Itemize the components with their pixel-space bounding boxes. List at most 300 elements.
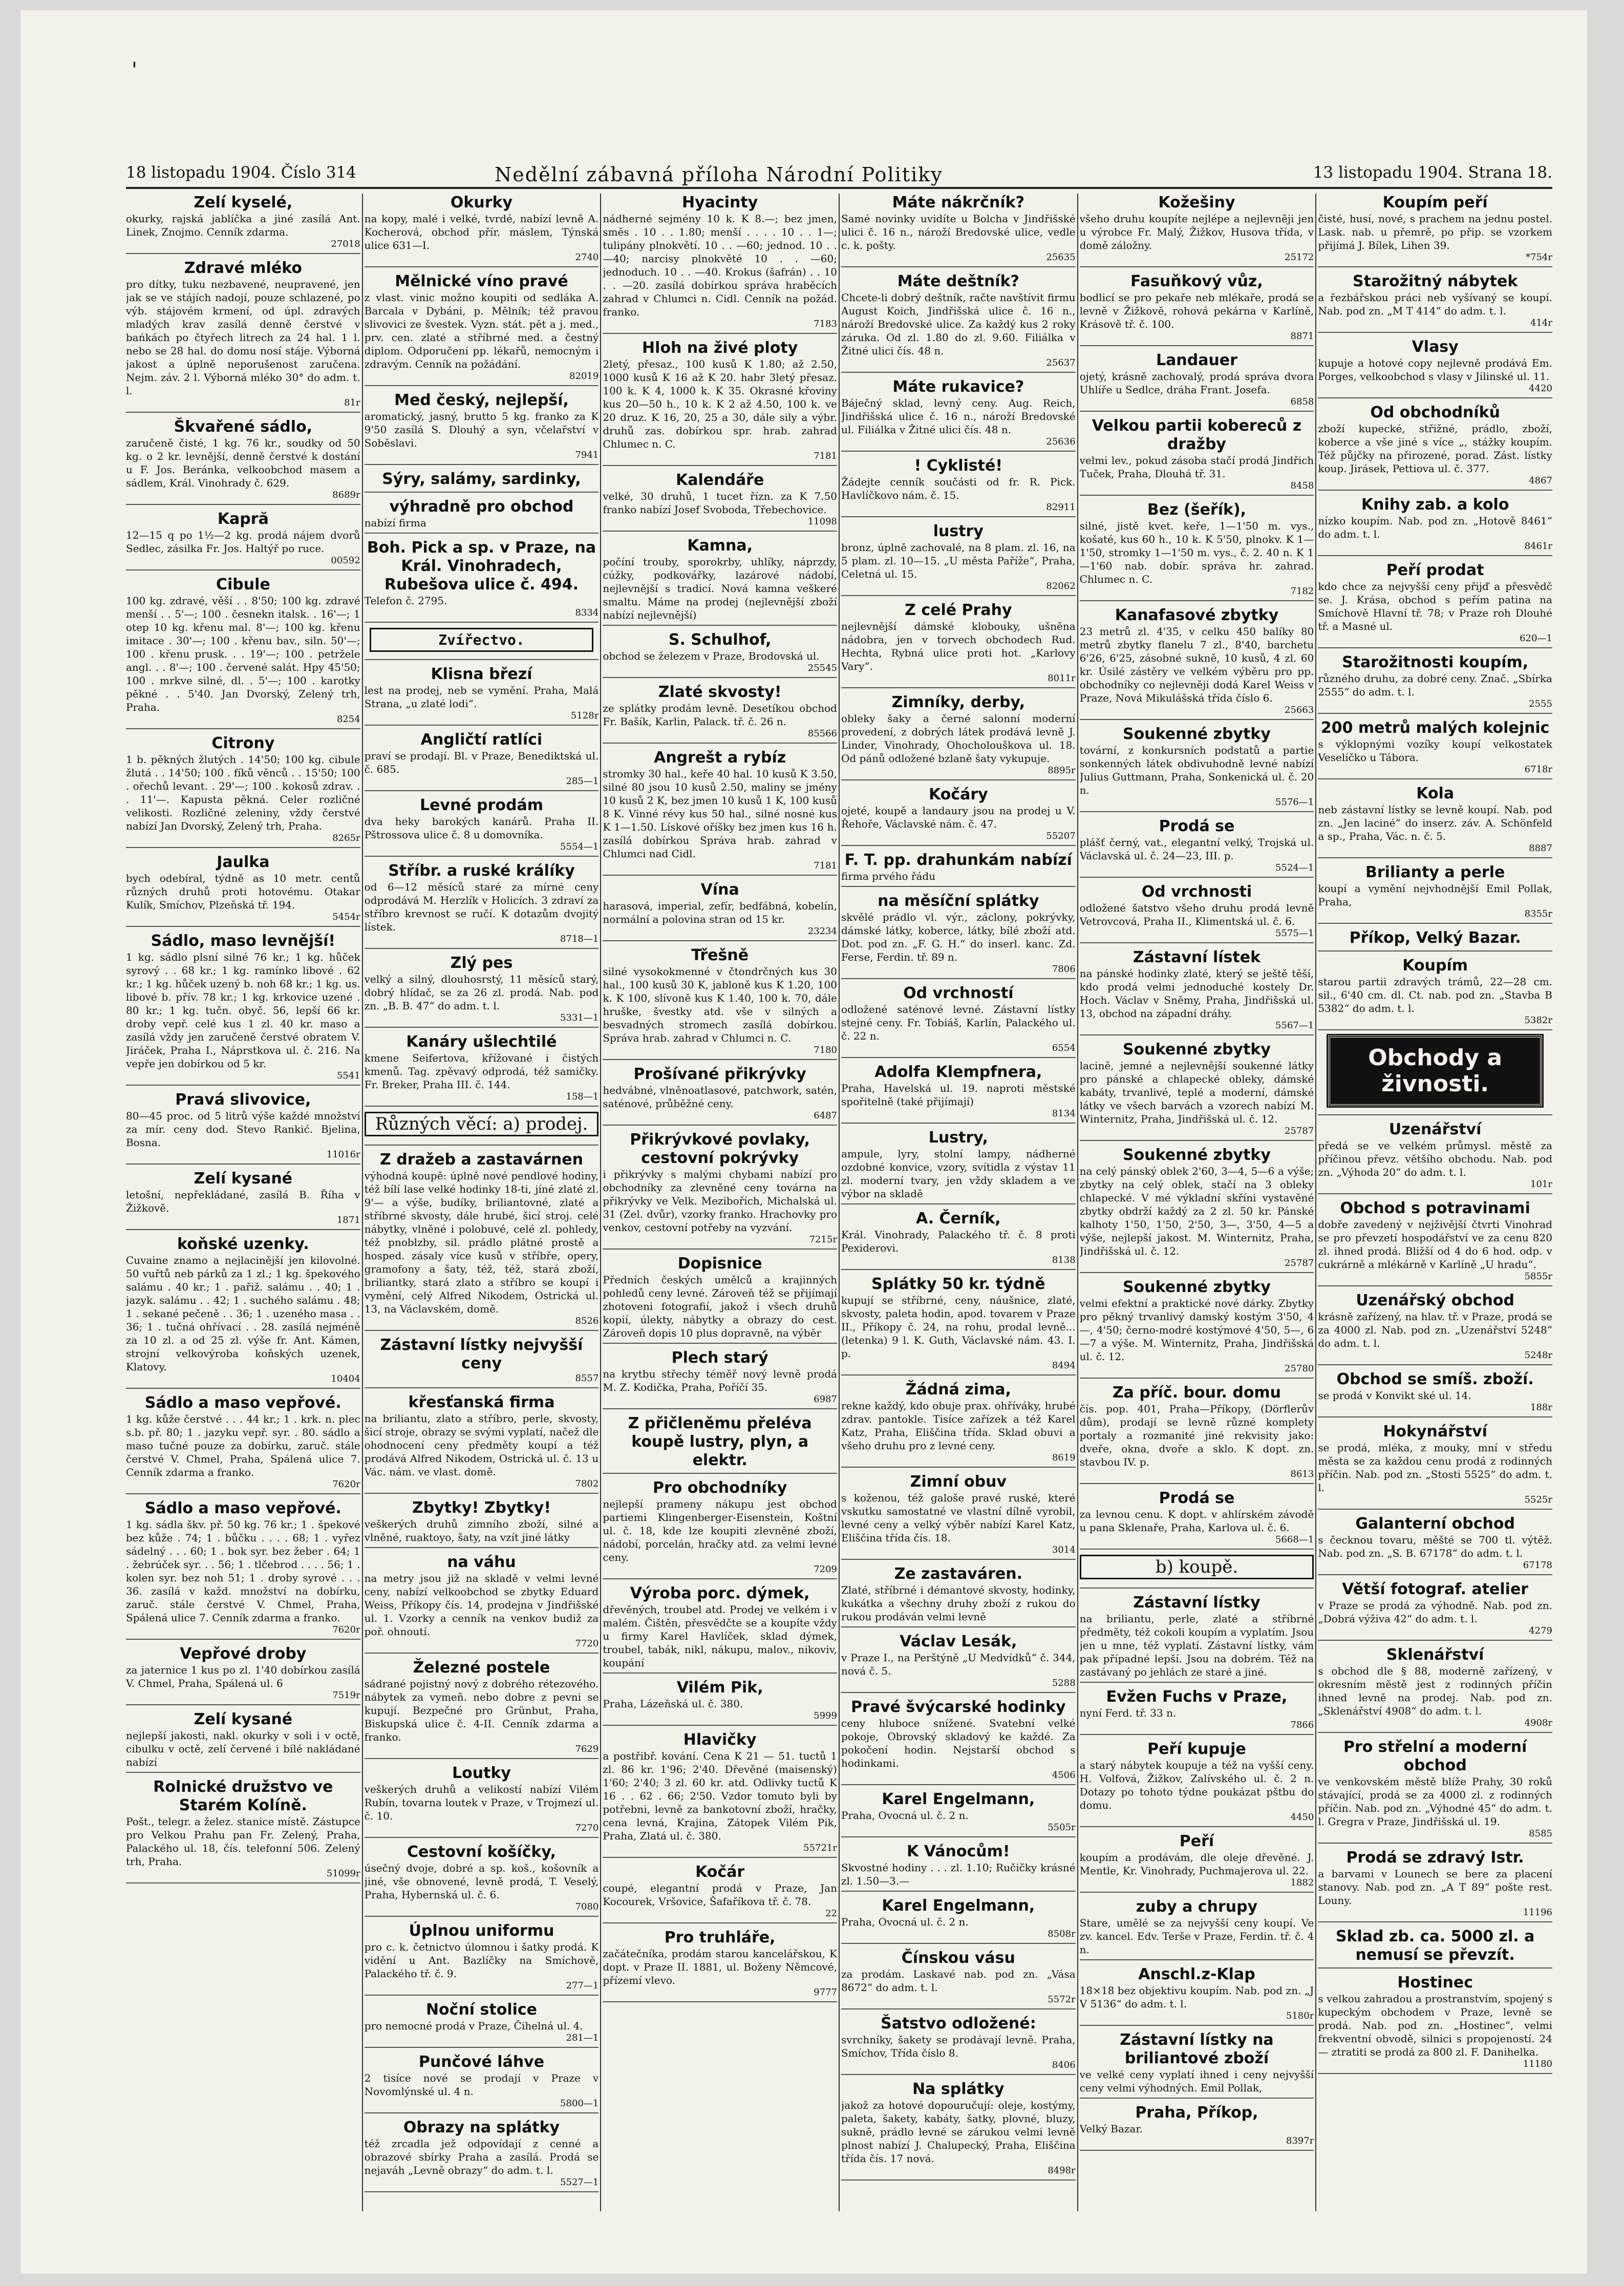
ad-title: Obrazy na splátky [403, 2119, 560, 2136]
classified-ad [603, 537, 837, 626]
column-1 [126, 194, 360, 2211]
classified-ad [365, 731, 599, 791]
ad-code: 7519r [332, 1690, 360, 1701]
ad-body: veškerých druhů zimního zboží, silné a vlněné, ruaktoyo, šaty, na vzít jiné látky [364, 1518, 599, 1543]
ad-code: 8557 [575, 1373, 599, 1384]
ad-body: nejlepší jakosti, nakl. okurky v soli i v octě, cibulku v octě, zelí červené i bílé nakládané nabízí [126, 1729, 360, 1768]
classified-ad [126, 1499, 360, 1640]
ad-code: 8871 [1290, 331, 1314, 342]
ad-body: různého druhu, za dobré ceny. Znač. „Sbírka 2555“ do adm. t. l. [1318, 672, 1552, 698]
classified-ad [1080, 1146, 1314, 1273]
ad-body: předá se ve velkém průmysl. městě za příčinou převz. většího obchodu. Nab. pod zn. „Výhoda 20“ do adm. t. l. [1318, 1139, 1552, 1178]
ad-title: Dopisnice [677, 1255, 762, 1273]
ad-title: Obchod s potravinami [1340, 1199, 1530, 1217]
classified-ad [841, 1897, 1076, 1944]
classified-ad [841, 984, 1076, 1058]
ad-body: Praha, Lázeňská ul. č. 380. [603, 1698, 743, 1710]
ad-title: ! Cyklisté! [914, 457, 1003, 475]
column-3 [603, 194, 837, 2211]
ad-code: 5454r [332, 912, 360, 922]
ad-title: Na splátky [912, 2080, 1005, 2098]
ad-code: 7802 [575, 1478, 599, 1489]
classified-ad [1080, 1965, 1314, 2026]
ad-title: Citrony [211, 734, 275, 752]
ad-title: Hloh na živé ploty [642, 339, 798, 357]
ad-body: 80—45 proc. od 5 litrů výše každé množství za mír. ceny dod. Stevo Rankić. Bjelina, Bosna. [126, 1110, 360, 1149]
classified-ad [1080, 1384, 1314, 1484]
ad-code: 9777 [814, 1987, 837, 1998]
ad-body: nabízí firma [364, 517, 426, 529]
ad-code: 7720 [575, 1638, 599, 1649]
ad-body: hedvábné, vlněnoatlasové, patchwork, satén, saténové, průběžné ceny. [603, 1084, 837, 1110]
ad-body: Stare, umělé se za nejvyšší ceny koupí. Ve zv. kancel. Edv. Terše v Praze, Ferdin. tř. č. 4 n. [1079, 1917, 1314, 1956]
ad-body: Chcete-li dobrý deštník, račte navštívit firmu August Koich, Jindřišská ulice č. 16 n., nároží Bredovské ulice. Za každý kus 2 roky záruka. Od zl. 1.80 do zl. 9.60. Filiálka v Žitné ulici čís. 48 n. [841, 291, 1076, 357]
ad-title: Zástavní lístky [1133, 1594, 1260, 1612]
classified-ad [126, 194, 360, 254]
ad-title: Škvařené sádlo, [174, 418, 313, 436]
classified-ad [841, 1210, 1076, 1270]
ad-code: 5541 [336, 1070, 360, 1081]
ad-title: Šatstvo odložené: [881, 2015, 1036, 2033]
ad-title: Sádlo a maso vepřové. [144, 1499, 341, 1517]
ad-title: Lustry, [928, 1129, 988, 1147]
classified-ad [1318, 1974, 1552, 2074]
ad-body: okurky, rajská jablíčka a jiné zasílá Ant. Linek, Znojmo. Cenník zdarma. [126, 213, 360, 238]
ad-body: na kopy, malé i velké, tvrdé, nabízí levně A. Kocherová, obchod přír. máslem, Týnská ulice 631—I. [364, 213, 599, 251]
ad-code: 8458 [1290, 480, 1314, 491]
ad-body: na celý pánský oblek 2'60, 3—4, 5—6 a výše; zbytky na celý oblek, stačí na 3 obleky chlapecké. V mé výkladní skříni vystavěné zbytky obdrží každý za 2 zl. 50 kr. Pánské kalhoty 1'50, 1'50, 2'50, 3—, 3'50, 4—5 a výše, nejlepší jakost. M. Winternitz, Praha, Jindřišská ul. č. 12. [1079, 1165, 1314, 1257]
classified-ad [1318, 1849, 1552, 1922]
classified-ad [126, 1394, 360, 1494]
classified-ad [1318, 929, 1552, 951]
ad-body: kupují se stříbrné, ceny, náušnice, zlaté, skvosty, paleta hodin, apod. tovarem v Praze II., Příkopy č. 24, na rohu, prodal levně... (letenka) 9 l. K. Guth, Václavské nám. 43. I. p. [841, 1294, 1076, 1360]
classified-ad [1318, 272, 1552, 333]
ad-code: 8508r [1048, 1929, 1076, 1939]
ad-title: Peří prodat [1386, 561, 1484, 579]
classified-ad [603, 1731, 837, 1858]
classified-ad [1318, 1928, 1552, 1968]
classified-ad [841, 194, 1076, 267]
ad-body: za jaternice 1 kus po zl. 1'40 dobírkou zasílá V. Chmel, Praha, Spálená ul. 6 [126, 1664, 360, 1689]
ad-body: a řezbářskou práci neb vyšívaný se koupí. Nab. pod zn. „M T 414“ do adm. t. l. [1318, 291, 1552, 317]
ad-title: Máte nákrčník? [892, 194, 1024, 211]
classified-ad [365, 272, 599, 386]
ad-body: Předních českých umělců a krajinných pohledů ceny levné. Zároveň též se přijímají zhotoveni fotografií, jakož i všech druhů kopií, úlekty, nábytky a obrazy do cest. Zároveň dopis 10 plus dopravně, na výběr [603, 1274, 837, 1339]
ad-title: Rolnické družstvo ve Starém Kolíně. [153, 1778, 333, 1814]
ad-title: Stříbr. a ruské králíky [388, 862, 575, 880]
ad-code: 22 [825, 1908, 837, 1919]
classified-ad [1080, 606, 1314, 720]
classified-ad [603, 1065, 837, 1126]
ad-title: Za příč. bour. domu [1112, 1384, 1281, 1402]
classified-ad [126, 418, 360, 505]
ad-body: s koženou, též galoše pravé ruské, které vskutku samostatné ve vlastní dílně vyrobil, levné ceny a velký výběr nabízí Karel Katz, Eliščina třída čís. 18. [841, 1492, 1076, 1544]
ad-body: kupuje a hotové copy nejlevně prodává Em. Porges, velkoobchod s vlasy v Jilinské ul. 11. [1318, 357, 1552, 383]
ad-body: Cuvaine znamo a nejlacinější jen kilovolné. 50 vuřtů neb párků za 1 zl.; 1 kg. špekového salámu . 40 kr.; 1 . pařiž. salámu . . 40; 1 . jazyk. salámu . . 42; 1 . suchého salámu . 48; 1 . sekané pečeně . . 36; 1 . uzeného masa . . 36; 1 . tučná ohřívací . . 28. zasílá nejméně za 10 zl. a od 25 zl. výše fr. Ant. Kámen, strojní velkovýroba koňských uzenek, Klatovy. [126, 1254, 360, 1373]
classified-ad [841, 1381, 1076, 1468]
ad-code: 25545 [807, 663, 837, 673]
ad-code: 285—1 [566, 776, 599, 787]
ad-code: 82911 [1046, 502, 1076, 513]
classified-ad [1318, 194, 1552, 267]
ad-body: Praha, Havelská ul. 19. naproti městské spořitelně (také přijímají) [841, 1082, 1076, 1108]
ad-title: b) koupě. [1080, 1555, 1314, 1579]
ad-title: Zelí kyselé, [194, 194, 293, 211]
ad-body: dřevěných, troubel atd. Prodej ve velkém i v malém. Čištěn, přesvědčte se a koupíte vždy u firmy Karel Havlíček, sklad dýmek, troubel, tabák, nikl, nákupu, malov., nikoviv, koupání [603, 1603, 837, 1669]
ad-code: 101r [1530, 1179, 1552, 1190]
column-4 [841, 194, 1076, 2211]
ad-title: Hyacinty [682, 194, 758, 211]
ad-body: 1 kg. sádlo plsní silné 76 kr.; 1 kg. hůček syrový . . 68 kr.; 1 kg. ramínko libové . 62 kr.; 1 kg. hůček uzený b. noh 68 kr.; 1 kg. us. libové b. přív. 78 kr.; 1 kg. krkovice uzené . 80 kr.; 1 kg. tučn. obyč. 56, lepší 66 kr. droby vepř. celé kus 1 zl. 40 kr. maso a zasílá vždy jen zaručeně čerstvé obratem V. Jiráček, Praha I., Náprstkova ul. č. 216. Na vepře jen dobírkou od 5 kr. [126, 951, 360, 1070]
classified-ad [126, 576, 360, 729]
classified-ad [603, 1929, 837, 2002]
ad-body: ampule, lyry, stolní lampy, nádherné ozdobné konvice, vzory, svítidla z výstav 11 zl. moderní tvary, jen vždy skladem a ve výbor na skladě [841, 1148, 1076, 1200]
column-rule [839, 194, 840, 2211]
ad-code: 5248r [1524, 1350, 1552, 1361]
ad-code: 7629 [575, 1744, 599, 1754]
ad-code: 8689r [332, 490, 360, 500]
classified-ad [841, 378, 1076, 452]
classified-ad [841, 272, 1076, 373]
ad-title: Zástavní lístky na briliantové zboží [1120, 2031, 1274, 2067]
classified-ad [1080, 1832, 1314, 1893]
classified-ad [365, 954, 599, 1028]
ad-code: 25780 [1285, 1363, 1314, 1374]
ad-body: ceny hluboce snížené. Svatební velké pokoje, Obrovský skladový ke každé. Za pokočení hodin. Nejstarší obchod s hodinkami. [841, 1717, 1076, 1769]
classified-ad [1318, 561, 1552, 648]
ad-title: Angrešt a rybíz [654, 749, 786, 767]
classified-ad [1080, 948, 1314, 1035]
ad-title: Kočáry [928, 786, 988, 803]
ad-title: Třešně [691, 946, 749, 964]
ad-code: 25636 [1046, 436, 1076, 447]
classified-ad [603, 946, 837, 1060]
ad-code: 5800—1 [560, 2098, 599, 2109]
page-header [126, 161, 1552, 189]
classified-ad [1080, 725, 1314, 812]
ad-title: Zelí kysané [194, 1710, 293, 1728]
classified-ad [1318, 338, 1552, 398]
ad-title: Od vrchností [903, 984, 1014, 1002]
classified-ad [1318, 719, 1552, 779]
ad-body: od 6—12 měsíců staré za mírné ceny odprodává M. Herzlík v Holicích. 3 zdraví za stříbro krevnost se ručí. K dotazům dvojitý lístek. [364, 881, 599, 933]
ad-title: Brilianty a perle [1365, 863, 1505, 881]
ad-body: se prodá v Konvikt ské ul. 14. [1318, 1389, 1471, 1402]
classified-ad [365, 2053, 599, 2113]
ad-body: Král. Vinohrady, Palackého tř. č. 8 proti Pexiderovi. [841, 1229, 1076, 1254]
ad-code: 7182 [1290, 586, 1314, 597]
ad-code: 4506 [1052, 1770, 1076, 1781]
ad-title: Loutky [452, 1764, 511, 1782]
classified-ad [841, 786, 1076, 846]
ad-title: Anschl.z-Klap [1138, 1965, 1255, 1983]
ad-title: zuby a chrupy [1136, 1898, 1258, 1916]
ad-title: Karel Engelmann, [882, 1790, 1035, 1808]
ad-title: Velkou partii kobereců z dražby [1092, 417, 1302, 453]
classified-ad [1318, 1646, 1552, 1733]
ad-title: Výroba porc. dýmek, [630, 1584, 810, 1602]
classified-ad [1318, 1292, 1552, 1365]
ad-body: praví se prodají. Bl. v Praze, Benediktská ul. č. 685. [364, 750, 599, 775]
ad-code: 51099r [326, 1868, 360, 1879]
ad-body: na briliantu, perle, zlaté a stříbrné předměty, též cokoli koupím a vyplatím. Jsou jen u mne, též vyplatí. Zástavní lístky, vám pak případné lepší. Jsou na dobrém. Též na zastávaný po jehlách ze staré a jiné. [1079, 1613, 1314, 1678]
ad-title: koňské uzenky. [177, 1235, 309, 1253]
newspaper-page [20, 10, 1587, 2274]
ad-code: 6987 [814, 1394, 837, 1405]
ad-title: Mělnické víno pravé [395, 272, 568, 290]
ad-title: Různých věcí: a) prodej. [365, 1112, 599, 1136]
ad-body: za levnou cenu. K dopt. v ahlírském závodě u pana Sklenaře, Praha, Karlova ul. č. 6. [1079, 1508, 1314, 1534]
ad-title: Noční stolice [425, 2001, 538, 2019]
classified-ad [1318, 957, 1552, 1030]
classified-ad [365, 194, 599, 267]
ad-body: v Praze se prodá za výhodně. Nab. pod zn. „Dobrá výživa 42“ do adm. t. l. [1318, 1599, 1552, 1625]
ad-title: Kola [1416, 785, 1455, 802]
classified-ad [1080, 417, 1314, 496]
ad-title: Máte rukavice? [892, 378, 1024, 396]
ad-body: 1 b. pěkných žlutých . 14'50; 100 kg. cibule žlutá . . 14'50; 100 . fíků věnců . . 15'50; 100 . ořechů levant. . 29'—; 100 . kokosů zdrav. . . 11'—. Kapusta pěkná. Celer rozličné velikosti. Rozličné zeleniny, vždy čerstvé nabízí Jan Dvorský, Zelený trh, Praha. [126, 753, 360, 832]
ad-title: K Vánocům! [907, 1843, 1010, 1860]
ad-body: výhodná koupě: úplně nové pendlové hodiny, též bílí lase velké hodinky 18-ti, jíné zlaté zl. 9'— a výše, budíky, briliantovné, zlaté a stříbrné skvosty, dále hrubé, šicí stroj. celé nábytky, vlněné i polobuvé, celé zl. pohledy, též pnoblzby, sil. prádlo plátné prostě a hosped. zásaly více kusů v stříbře, opery, gramofony a šaty, též, též, stará zboží, briliantky, stará zlato a stříbro se koupí i vymění, celý Alfred Nikodem, Ostrická ul. 13, na Václavském, domě. [364, 1170, 599, 1315]
ad-code: 81r [344, 397, 360, 408]
classified-ad [841, 1275, 1076, 1375]
classified-ad [365, 628, 599, 660]
ad-code: 8887 [1529, 843, 1552, 854]
classified-ad [603, 1414, 837, 1474]
ad-body: kmene Seifertova, křížované i čistých kmenů. Tag. zpěvavý odprodá, též samičky. Fr. Breker, Praha III. č. 144. [364, 1052, 599, 1091]
classified-ad [603, 1349, 837, 1409]
classified-ad [1080, 351, 1314, 412]
ad-title: Ze zastaváren. [894, 1565, 1023, 1583]
ad-title: Vepřové droby [180, 1645, 307, 1663]
ad-title: Vilém Pik, [676, 1679, 763, 1697]
ad-body: s obchod dle § 88, moderně zařízený, v okresním městě jest z rodinných příčin ihned levně na prodej. Nab. pod zn. „Sklenářství 4908“ do adm. t. l. [1318, 1665, 1552, 1717]
ad-title: Splátky 50 kr. týdně [871, 1275, 1045, 1293]
ad-title: Plech starý [671, 1349, 768, 1367]
classified-ad [603, 471, 837, 532]
ad-code: 8619 [1052, 1452, 1076, 1463]
ad-title: lustry [933, 522, 984, 540]
classified-ad [841, 1129, 1076, 1204]
ad-title: Klisna březí [431, 665, 532, 683]
ad-title: Starožitnosti koupím, [1342, 653, 1529, 671]
column-5 [1080, 194, 1314, 2211]
ad-title: S. Schulhof, [668, 631, 772, 649]
ad-title: Soukenné zbytky [1123, 1041, 1271, 1059]
ad-title: Zlaté skvosty! [658, 683, 782, 701]
ad-body: lest na prodej, neb se vymění. Praha, Malá Strana, „u zlaté lodi“. [364, 684, 599, 710]
ad-code: 7270 [575, 1823, 599, 1833]
ad-title: Sýry, salámy, sardinky, [382, 470, 581, 488]
ad-title: Přikrývkové povlaky, cestovní pokrývky [630, 1131, 810, 1167]
ad-body: pro nemocné prodá v Praze, Čihelná ul. 4. [364, 2020, 583, 2032]
classified-ad [365, 470, 599, 493]
classified-ad [603, 1131, 837, 1250]
classified-ad [1080, 1041, 1314, 1141]
ad-body: plášť černý, vat., elegantní velký, Trojská ul. Václavská ul. č. 24—23, III. p. [1079, 836, 1314, 862]
ad-body: na krytbu střechy téměř nový levně prodá M. Z. Kodička, Praha, Poříčí 35. [603, 1368, 837, 1393]
ad-code: 5999 [814, 1710, 837, 1721]
column-rule [600, 194, 601, 2211]
ad-body: ve velké ceny vyplatí ihned i ceny nejvyšší ceny velmi výhodných. Emil Pollak, [1079, 2068, 1314, 2094]
classified-ad [365, 1499, 599, 1548]
ad-body: odložené šatstvo všeho druhu prodá levně Vetrovcová, Praha II., Klimentská ul. č. 6. [1079, 902, 1314, 927]
ad-body: počíní trouby, sporokrby, uhlíky, náprzdy, cúžky, podkovářky, lazárové nádobí, nejlevnější s tradicí. Nová kamna veškeré smaltu. Máme na prodej (nejlevnější zboží nabízí nejlevnější) [603, 556, 837, 621]
ad-code: 5128r [570, 710, 599, 721]
classified-ad [603, 1863, 837, 1923]
ad-body: 18×18 bez objektivu koupím. Nab. pod zn. „J V 5136“ do adm. t. l. [1079, 1984, 1314, 2010]
ad-body: 2letý, přesaz., 100 kusů K 1.80; až 2.50, 1000 kusů K 16 až K 20. habr 3letý přesaz. 100 k. K 4, 1000 k. K 35. Okrasné křoviny kus 20—50 h., 10 k. K 2 až 4.50, 100 k. ve 20 druz. K 16, 20, 25 a 30, dále sily a výbr. druhů zas. dobírkou spr. hrab. zahrad Chlumec n. C. [603, 358, 837, 450]
ad-code: 5524—1 [1275, 862, 1314, 873]
ad-code: 281—1 [566, 2033, 599, 2043]
ad-body: koupí a vymění nejvhodnější Emil Pollak, Praha, [1318, 882, 1552, 908]
ad-code: 8461r [1524, 541, 1552, 552]
classified-ad [1080, 1594, 1314, 1683]
ad-code: 25787 [1285, 1126, 1314, 1136]
classified-ad [126, 853, 360, 927]
ad-code: 4279 [1529, 1625, 1552, 1636]
ad-code: 10404 [331, 1373, 360, 1384]
column-rule [1077, 194, 1078, 2211]
ad-code: 5855r [1524, 1271, 1552, 1282]
ad-body: kdo chce za nejvyšší ceny přijď a přesvědč se. J. Krása, obchod s peřím patina na Smíchově Hlavní tř. 78; v Praze roh Dlouhé tř. a Masné ul. [1318, 580, 1552, 632]
ad-body: též zrcadla jež odpovídají z cenné a obrazové sbírky Praha a zasílá. Prodá se nejaváh „Levně obrazy“ do adm. t. l. [364, 2137, 599, 2176]
ad-body: začátečníka, prodám starou kancelářskou, K dopt. v Praze II. 1881, ul. Boženy Němcové, přízemí vlevo. [603, 1948, 837, 1986]
classified-ad [1080, 194, 1314, 267]
ad-code: 6858 [1290, 396, 1314, 407]
ad-code: 7181 [814, 860, 837, 871]
ad-body: dva heky barokých kanárů. Praha II. Pštrossova ulice č. 8 u domovníka. [364, 815, 599, 841]
ad-title: Vlasy [1412, 338, 1459, 356]
ad-body: na pánské hodinky zlaté, který se ještě těší, kdo prodá velmi jednoduché kostely Dr. Hoch. Václav v Sněmy, Praha, Jindřišská ul. 13, obchod na západní dráhy. [1079, 967, 1314, 1020]
ad-body: Báječný sklad, levný ceny. Aug. Reich, Jindřišská ulice č. 16 n., nároží Bredovské ul. Filiálka v Žitné ulici čís. 48 n. [841, 397, 1076, 436]
classified-ad [1318, 785, 1552, 858]
ad-code: 8498r [1048, 2165, 1076, 2176]
ad-title: Angličtí ratlíci [420, 731, 543, 749]
ad-title: Zbytky! Zbytky! [412, 1499, 551, 1517]
ad-title: Z celé Prahy [905, 601, 1012, 619]
ad-code: 85566 [807, 728, 837, 739]
ad-title: Železné postele [413, 1659, 550, 1677]
ad-body: a barvami v Lounech se bere za placení stanovy. Nab. pod zn. „A T 89“ pošte rest. Louny. [1318, 1868, 1552, 1907]
ad-body: na briliantu, zlato a stříbro, perle, skvosty, šicí stroje, obrazy se svými vyplatí, načež dle ohodnocení ceny předměty koupí a též prodává Alfred Nikodem, Ostrická ul. č. 13 u Vác. nám. ve vlast. domě. [364, 1412, 599, 1478]
ad-body: aromatický, jasný, brutto 5 kg. franko za K 9'50 zasílá S. Dlouhý a syn, včelařství v Soběslavi. [364, 410, 599, 449]
classified-ad [841, 1843, 1076, 1892]
ad-title: Zástavní lístky nejvyšší ceny [380, 1336, 583, 1372]
columns-area [126, 194, 1552, 2211]
ad-title: Soukenné zbytky [1123, 1146, 1271, 1164]
classified-ad [841, 1790, 1076, 1837]
ad-title: Uzenářský obchod [1356, 1292, 1514, 1309]
ad-body: Zlaté, stříbrné i démantové skvosty, hodinky, kukátka a všechny druhy zboží z rukou do rukou prodáván velmi levně [841, 1584, 1076, 1623]
ad-code: 5572r [1048, 1994, 1076, 2005]
ad-title: Větší fotograf. atelier [1342, 1580, 1529, 1598]
ad-code: 4420 [1529, 383, 1552, 394]
ad-body: velmi efektní a praktické nové dárky. Zbytky pro pěkný trvanlivý damský kostým 3'50, 4—, 4'50; černo-modré kostýmové 4'50, 5—, 6—7 a výše. M. Winternitz, Praha, Jindřišská ul. č. 12. [1079, 1297, 1314, 1363]
ad-code: 4867 [1529, 475, 1552, 486]
ad-code: 8718—1 [560, 934, 599, 944]
ad-code: 8526 [575, 1316, 599, 1326]
header-title: Nedělní zábavná příloha Národní Politiky [495, 163, 943, 186]
ad-title: Knihy zab. a kolo [1361, 496, 1509, 514]
page-mark: ' [132, 58, 137, 82]
ad-body: veškerých druhů a velikostí nabízí Vilém Rubín, tovarna loutek v Praze, v Trojmezí ul. č. 10. [364, 1783, 599, 1822]
ad-title: Kanáry ušlechtilé [406, 1033, 557, 1051]
ad-body: ojeté, koupě a landaury jsou na prodej u V. Řehoře, Václavské nám. č. 47. [841, 805, 1076, 830]
ad-title: Zelí kysané [194, 1170, 293, 1188]
ad-title: Praha, Příkop, [1135, 2104, 1258, 2122]
ad-title: Kanafasové zbytky [1115, 606, 1279, 624]
ad-code: 8355r [1524, 908, 1552, 919]
ad-title: Pravá slivovice, [175, 1091, 311, 1109]
ad-body: s čecknou tovaru, měšté se 700 tl. výtěž. Nab. pod zn. „S. B. 67178“ do adm. t. l. [1318, 1534, 1552, 1559]
ad-body: jakož za hotové dopouručují: oleje, kostýmy, paleta, šakety, kabáty, šatky, plovné, bluzy, sukně, prádlo levné se zárukou velmi levně plnost nabízí J. Chalupecký, Praha, Eliščina třída čís. 17 nová. [841, 2099, 1076, 2165]
ad-code: 7941 [575, 450, 599, 460]
ad-title: Okurky [450, 194, 513, 211]
ad-title: Med český, nejlepší, [394, 391, 569, 409]
classified-ad [365, 1393, 599, 1494]
classified-ad [365, 1033, 599, 1107]
ad-code: 8254 [336, 714, 360, 725]
ad-code: 11098 [807, 516, 837, 527]
classified-ad [603, 749, 837, 876]
ad-body: Samé novinky uvidíte u Bolcha v Jindřišské ulici č. 16 n., nároží Bredovské ulice, vedle c. k. pošty. [841, 213, 1076, 251]
classified-ad [603, 683, 837, 744]
ad-code: 7866 [1290, 1720, 1314, 1730]
ad-body: 1 kg. kůže čerstvé . . . 44 kr.; 1 . krk. n. plec s.b. př. 80; 1 . jazyku vepř. syr. . 80. sádlo a maso tučné pouze za dobírku, zaruč. stále čerstvé V. Chmel, Praha, Spálená ulice 7. Cenník zdarma a franko. [126, 1413, 360, 1478]
classified-ad [126, 510, 360, 570]
ad-body: bronz, úplně zachovalé, na 8 plam. zl. 16, na 5 plam. zl. 10—15. „U města Paříže“, Praha, Celetná ul. 15. [841, 541, 1076, 580]
ad-title: na váhu [447, 1553, 516, 1571]
ad-body: pro c. k. četnictvo úlomnou i šatky prodá. K vidění u Ant. Bazlíčky na Smíchově, Palackého tř. č. 9. [364, 1941, 599, 1980]
classified-ad [841, 693, 1076, 780]
classified-ad [1080, 1489, 1314, 1550]
ad-title: Landauer [1156, 351, 1237, 369]
ad-body: koupím a prodávám, dle oleje dřevěné. J. Mentle, Kr. Vinohrady, Puchmajerova ul. 22. [1079, 1851, 1314, 1877]
ad-code: 7620r [332, 1624, 360, 1635]
ad-title: Sádlo a maso vepřové. [144, 1394, 341, 1412]
classified-ad [126, 1235, 360, 1389]
ad-code: 11180 [1523, 2059, 1552, 2069]
classified-ad [841, 1565, 1076, 1627]
classified-ad [126, 1778, 360, 1883]
ad-title: Punčové láhve [418, 2053, 545, 2071]
ad-body: nejlepší prameny nákupu jest obchod partiemi Klingenberger-Eisenstein, Koštní ul. č. 18, kde lze koupiti zlevněné zboží, nádobí, porcelán, hračky atd. za velmi levné ceny. [603, 1498, 837, 1563]
ad-code: 25787 [1285, 1258, 1314, 1268]
ad-code: 7080 [575, 1901, 599, 1912]
ad-body: a postřibř. kování. Cena K 21 — 51. tuctů 1 zl. 86 kr. 1'96; 2'40. Dřevěné (maisenský) 1'60; 2'40; 3 zl. 60 kr. atd. Odlivky tuctů K 16 . . 62 . 66; 2'50. Vzdor tomuto byli by potřebni, levně za bankotovní zboží, hračky, cena levná, Krajina, Zátopek Vilém Pik, Praha, Zlatá ul. č. 380. [603, 1750, 837, 1842]
classified-ad [603, 1584, 837, 1674]
classified-ad [841, 522, 1076, 596]
ad-title: Hostinec [1397, 1974, 1473, 1992]
ad-code: 5575—1 [1275, 928, 1314, 939]
ad-body: pro dítky, tuku nezbavené, neupravené, jen jak se ve stájích nadojí, pouze schlazené, po výb. stájovém krmení, od úpl. zdravých mladých krav zasílá denně čerstvé v bańkách po čtyřech litrech za 24 hal. 1 l. nebo se 28 hal. do domu nosí stáje. Výborná jakost a úplně neporušenost zaručena. Nejm. záv. 2 l. Výborná mléko 30° do adm. t. l. [126, 278, 360, 397]
ad-code: 25172 [1285, 252, 1314, 263]
ad-title: na měsíční splátky [878, 892, 1039, 910]
classified-ad [841, 1063, 1076, 1124]
ad-title: Čínskou vásu [901, 1949, 1015, 1967]
classified-ad [841, 1633, 1076, 1693]
ad-code: 620—1 [1520, 633, 1552, 644]
ad-body: skvělé prádlo vl. výr., záclony, pokrývky, dámské látky, koberce, látky, bílé zboží atd. Dot. pod zn. „F. G. H.“ do inserl. kanc. Zd. Ferse, Ferdin. tř. 89 n. [841, 911, 1076, 963]
ad-body: Praha, Ovocná ul. č. 2 n. [841, 1916, 969, 1928]
ad-body: silné vysokokmenné v čtondrčných kus 30 hal., 100 kusů 30 K, jabloně kus K 1.20, 100 k. K 100, slívoně kus K 1.40, 100 k. 70, dále hruške, švestky atd. vše v silných a besvadných stromech zasílá dobírkou. Správa hrab. zahrad v Chlumci n. C. [603, 965, 837, 1044]
ad-code: 8494 [1052, 1360, 1076, 1371]
ad-title: F. T. pp. drahunkám nabízí [844, 851, 1072, 869]
ad-title: výhradně pro obchod [389, 498, 574, 516]
ad-title: Máte deštník? [897, 272, 1019, 290]
classified-ad [1318, 1423, 1552, 1510]
